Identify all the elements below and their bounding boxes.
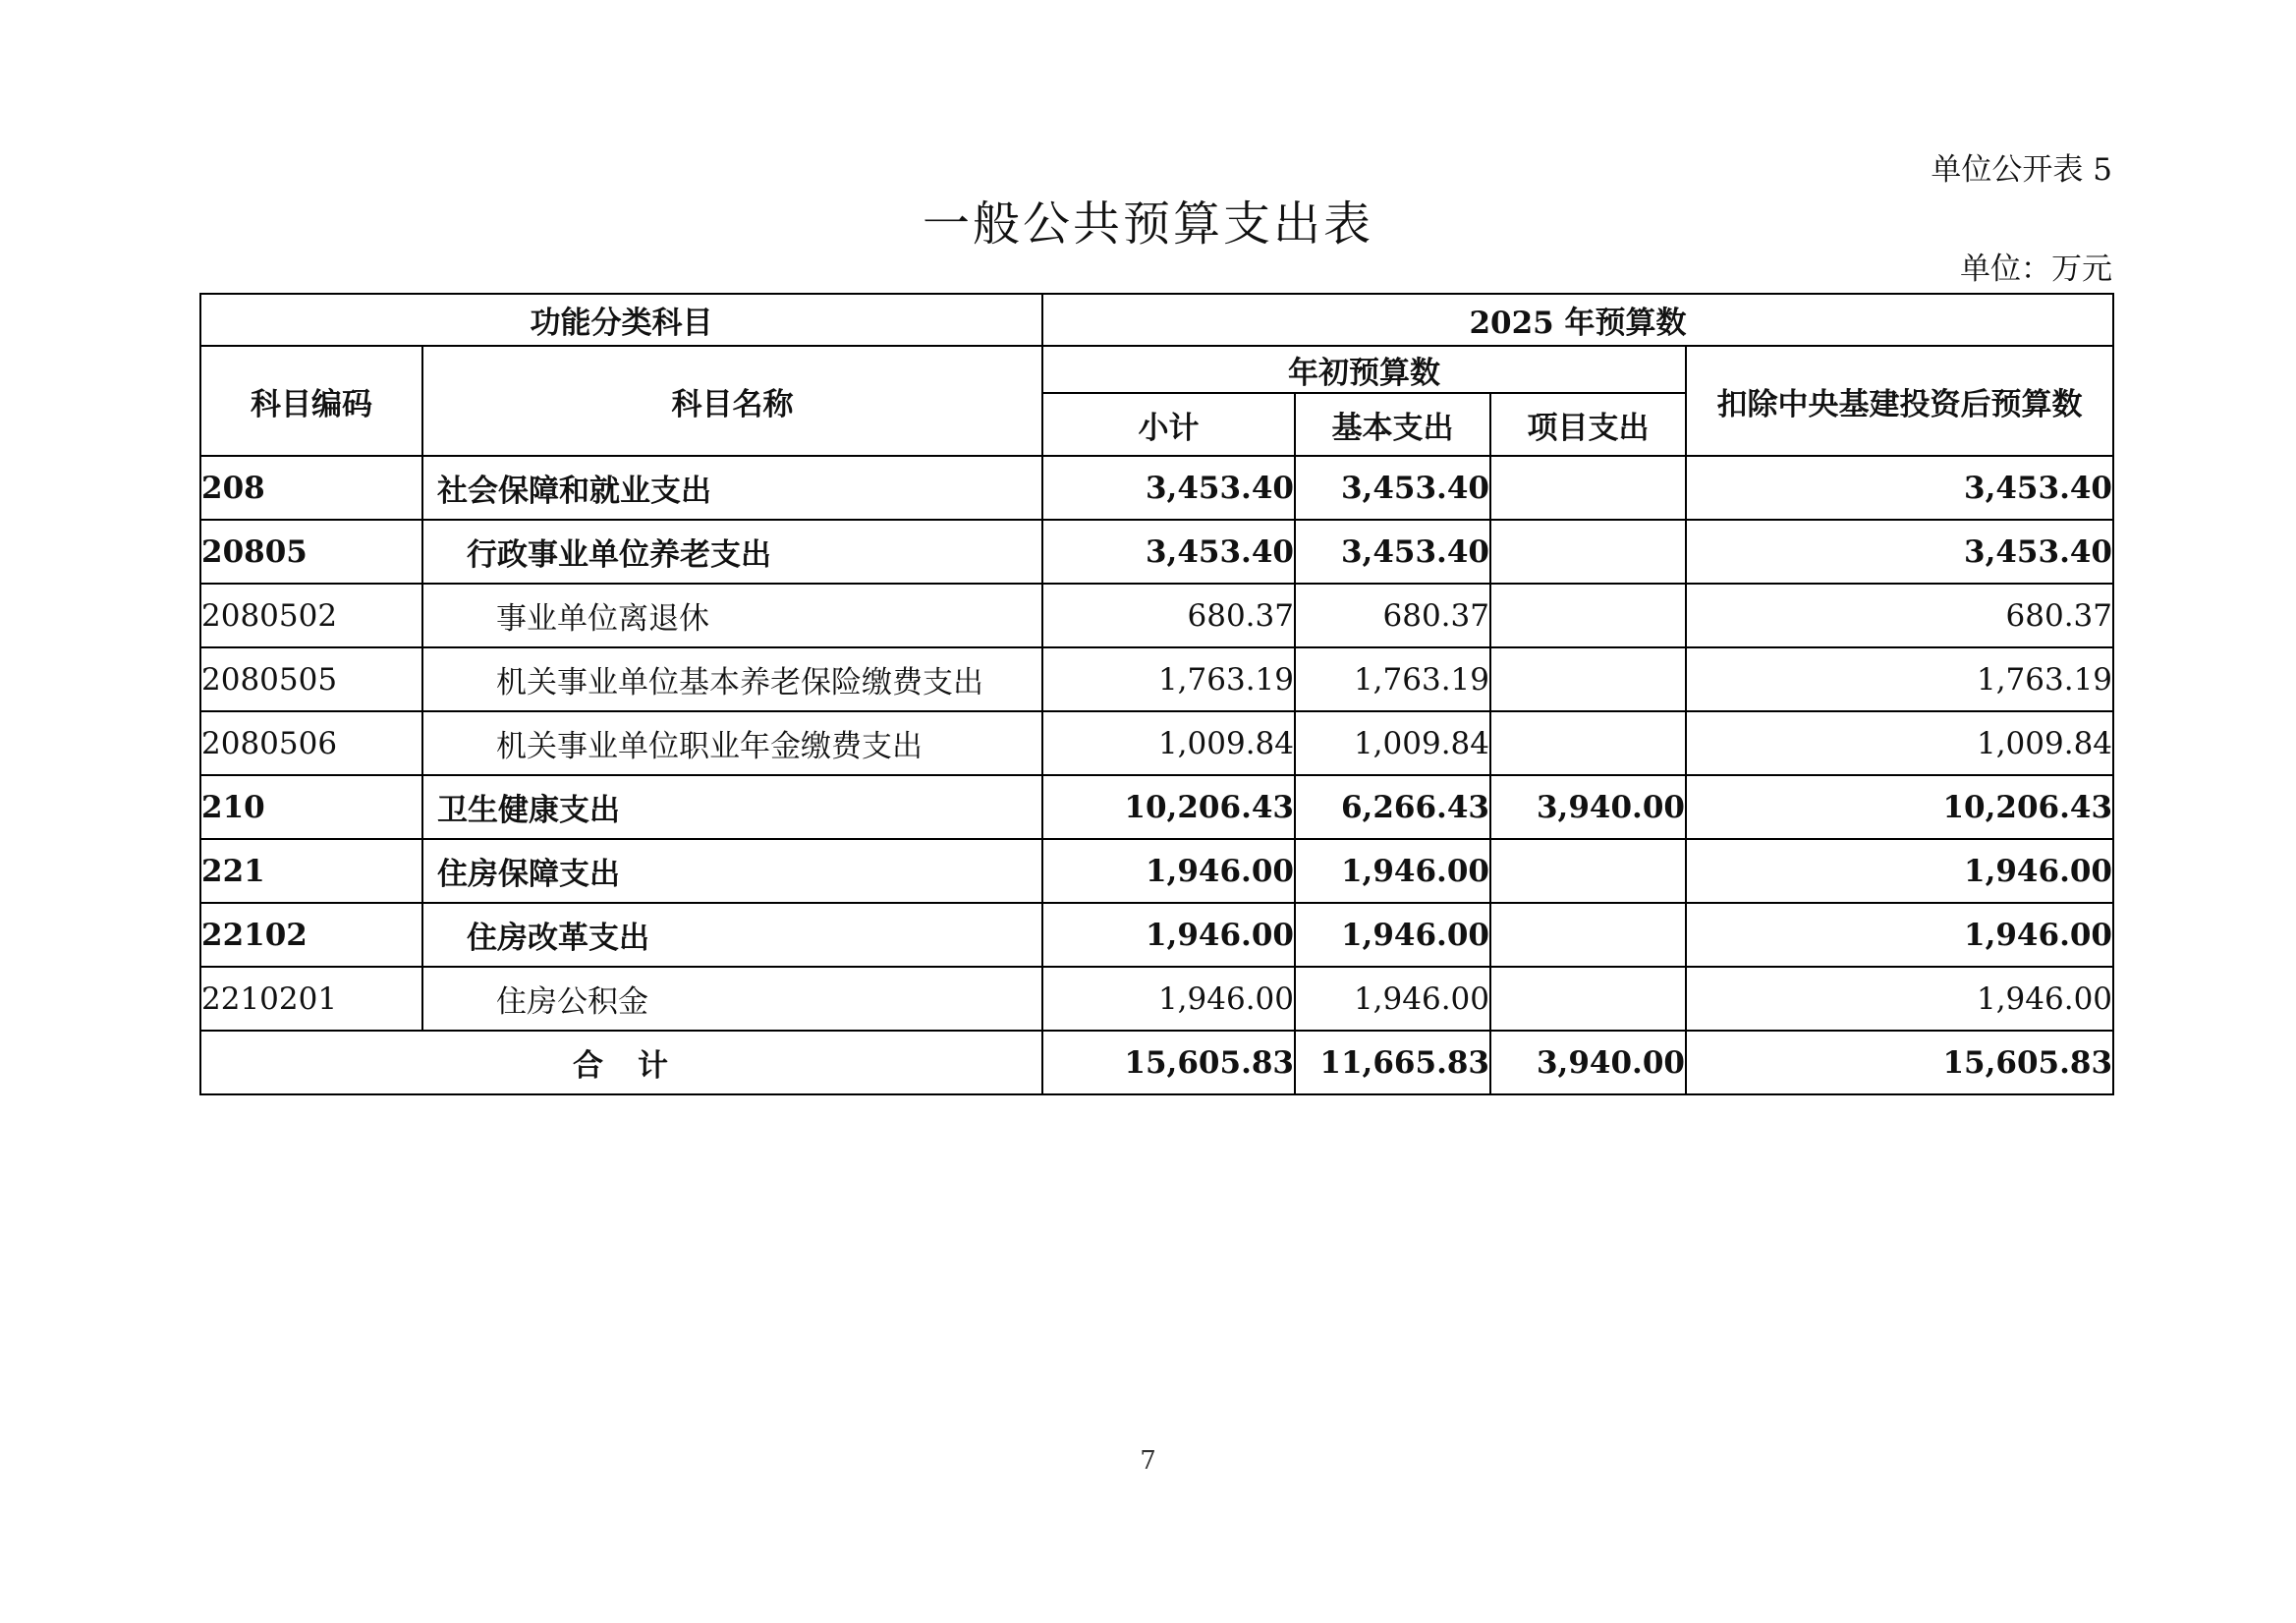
subtotal-cell: 1,946.00 — [1042, 839, 1295, 903]
subtotal-cell: 1,763.19 — [1042, 647, 1295, 711]
header-basic-expenditure: 基本支出 — [1295, 393, 1490, 456]
project-expenditure-cell — [1490, 967, 1686, 1031]
total-label: 合 计 — [200, 1031, 1042, 1094]
basic-expenditure-cell: 1,946.00 — [1295, 839, 1490, 903]
subject-code-cell: 221 — [200, 839, 422, 903]
subject-name-cell: 事业单位离退休 — [422, 584, 1042, 647]
header-initial-budget: 年初预算数 — [1042, 346, 1686, 393]
total-row — [200, 1031, 2113, 1094]
header-subject-name: 科目名称 — [422, 346, 1042, 456]
basic-expenditure-cell: 3,453.40 — [1295, 520, 1490, 584]
project-expenditure-cell — [1490, 711, 1686, 775]
subject-code-cell: 2080506 — [200, 711, 422, 775]
project-expenditure-cell — [1490, 456, 1686, 520]
subtotal-cell: 3,453.40 — [1042, 456, 1295, 520]
header-budget-year: 2025 年预算数 — [1042, 294, 2113, 346]
subject-code-cell: 2080502 — [200, 584, 422, 647]
subject-name-cell: 住房公积金 — [422, 967, 1042, 1031]
page-number: 7 — [1140, 1446, 1156, 1476]
after-deduction-cell: 3,453.40 — [1686, 520, 2113, 584]
subject-name-cell: 机关事业单位基本养老保险缴费支出 — [422, 647, 1042, 711]
basic-expenditure-cell: 1,946.00 — [1295, 903, 1490, 967]
total-subtotal: 15,605.83 — [1042, 1031, 1295, 1094]
subject-name-cell: 机关事业单位职业年金缴费支出 — [422, 711, 1042, 775]
form-number-label: 单位公开表 5 — [1931, 152, 2112, 188]
after-deduction-cell: 1,009.84 — [1686, 711, 2113, 775]
after-deduction-cell: 3,453.40 — [1686, 456, 2113, 520]
subject-code-cell: 22102 — [200, 903, 422, 967]
subject-name-cell: 住房保障支出 — [422, 839, 1042, 903]
project-expenditure-cell — [1490, 520, 1686, 584]
project-expenditure-cell — [1490, 647, 1686, 711]
subject-code-cell: 2080505 — [200, 647, 422, 711]
subtotal-cell: 10,206.43 — [1042, 775, 1295, 839]
header-project-expenditure: 项目支出 — [1490, 393, 1686, 456]
subtotal-cell: 1,946.00 — [1042, 967, 1295, 1031]
table-row — [200, 839, 2113, 903]
basic-expenditure-cell: 680.37 — [1295, 584, 1490, 647]
subtotal-cell: 680.37 — [1042, 584, 1295, 647]
header-subject-code: 科目编码 — [200, 346, 422, 456]
project-expenditure-cell: 3,940.00 — [1490, 775, 1686, 839]
after-deduction-cell: 1,763.19 — [1686, 647, 2113, 711]
project-expenditure-cell — [1490, 839, 1686, 903]
basic-expenditure-cell: 6,266.43 — [1295, 775, 1490, 839]
table-row — [200, 903, 2113, 967]
table-body — [200, 456, 2113, 1094]
subject-code-cell: 20805 — [200, 520, 422, 584]
subtotal-cell: 1,946.00 — [1042, 903, 1295, 967]
after-deduction-cell: 1,946.00 — [1686, 903, 2113, 967]
after-deduction-cell: 10,206.43 — [1686, 775, 2113, 839]
after-deduction-cell: 1,946.00 — [1686, 967, 2113, 1031]
basic-expenditure-cell: 1,946.00 — [1295, 967, 1490, 1031]
subject-name-cell: 卫生健康支出 — [422, 775, 1042, 839]
after-deduction-cell: 1,946.00 — [1686, 839, 2113, 903]
header-functional-classification: 功能分类科目 — [200, 294, 1042, 346]
total-basic: 11,665.83 — [1295, 1031, 1490, 1094]
project-expenditure-cell — [1490, 584, 1686, 647]
table-row — [200, 775, 2113, 839]
subject-code-cell: 210 — [200, 775, 422, 839]
table-row — [200, 456, 2113, 520]
header-after-deduction: 扣除中央基建投资后预算数 — [1686, 346, 2113, 456]
subject-code-cell: 2210201 — [200, 967, 422, 1031]
subject-name-cell: 住房改革支出 — [422, 903, 1042, 967]
total-project: 3,940.00 — [1490, 1031, 1686, 1094]
subject-code-cell: 208 — [200, 456, 422, 520]
table-row — [200, 967, 2113, 1031]
basic-expenditure-cell: 1,763.19 — [1295, 647, 1490, 711]
page-title: 一般公共预算支出表 — [922, 196, 1373, 252]
header-subtotal: 小计 — [1042, 393, 1295, 456]
budget-expenditure-table — [199, 293, 2114, 1095]
table-row — [200, 584, 2113, 647]
table-row — [200, 711, 2113, 775]
total-after-deduction: 15,605.83 — [1686, 1031, 2113, 1094]
subject-name-cell: 社会保障和就业支出 — [422, 456, 1042, 520]
unit-label: 单位：万元 — [1960, 252, 2112, 287]
subject-name-cell: 行政事业单位养老支出 — [422, 520, 1042, 584]
table-row — [200, 647, 2113, 711]
basic-expenditure-cell: 1,009.84 — [1295, 711, 1490, 775]
subtotal-cell: 1,009.84 — [1042, 711, 1295, 775]
subtotal-cell: 3,453.40 — [1042, 520, 1295, 584]
after-deduction-cell: 680.37 — [1686, 584, 2113, 647]
table-row — [200, 520, 2113, 584]
basic-expenditure-cell: 3,453.40 — [1295, 456, 1490, 520]
project-expenditure-cell — [1490, 903, 1686, 967]
